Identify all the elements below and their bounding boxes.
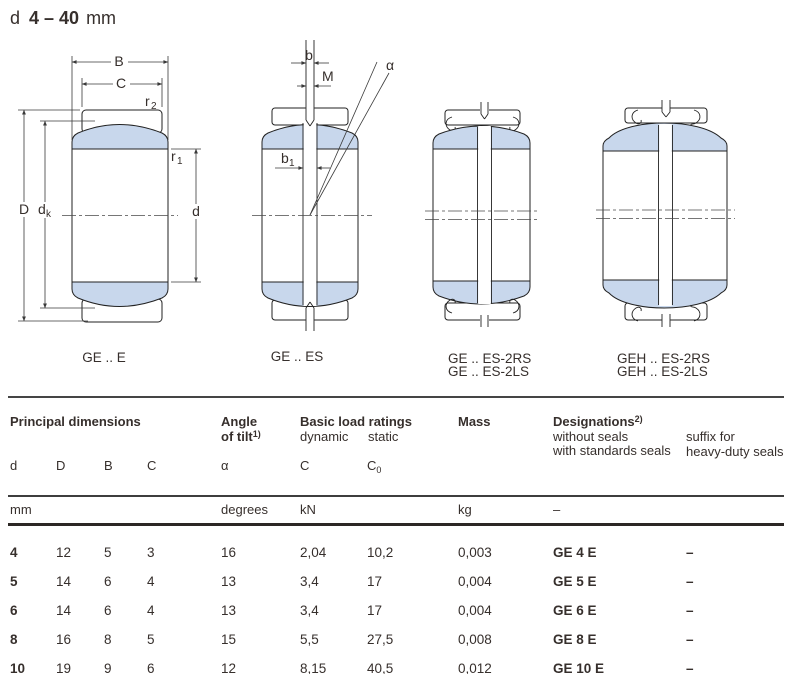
figure1-caption: GE .. E	[82, 350, 126, 365]
figure4-caption	[617, 352, 710, 378]
figure2-caption: GE .. ES	[270, 349, 324, 364]
cell-mass: 0,012	[458, 661, 492, 674]
cell-suffix: –	[686, 574, 694, 589]
title-range: 4 – 40	[29, 8, 80, 28]
header-mass: Mass	[458, 414, 491, 429]
cell-C: 6	[147, 661, 155, 674]
cell-alpha: 16	[221, 545, 237, 560]
cell-mass: 0,004	[458, 574, 492, 589]
table-top-rule	[8, 396, 784, 398]
figure4-caption-line1: GEH .. ES-2RS	[617, 351, 711, 366]
unit-kN: kN	[300, 502, 316, 517]
header-dynamic: dynamic	[300, 429, 349, 444]
header-angle-line1: Angle	[221, 414, 258, 429]
header-basic-load-ratings: Basic load ratings	[300, 414, 412, 429]
dim-label-dk-sub: k	[46, 209, 51, 220]
colhead-alpha: α	[221, 458, 229, 473]
dim-label-b1-sub: 1	[289, 158, 295, 169]
colhead-C0-base: C	[367, 458, 377, 473]
cell-C0: 17	[367, 603, 383, 618]
figure3-ge-es-2rs	[425, 102, 539, 327]
dim-label-r2: r	[145, 93, 150, 109]
cell-mass: 0,008	[458, 632, 492, 647]
table-units-rule	[8, 523, 784, 526]
cell-d: 4	[10, 545, 18, 560]
cell-C0: 40,5	[367, 661, 394, 674]
unit-degrees: degrees	[221, 502, 268, 517]
cell-alpha: 12	[221, 661, 237, 674]
figure3-caption	[448, 352, 531, 378]
colhead-d: d	[10, 458, 18, 473]
dim-label-d: d	[192, 203, 200, 219]
fig3-outer-ring-top	[445, 110, 520, 125]
cell-suffix: –	[686, 545, 694, 560]
dim-label-b1: b	[281, 150, 289, 166]
cell-C_dyn: 3,4	[300, 574, 319, 589]
cell-C_dyn: 2,04	[300, 545, 327, 560]
title-unit: mm	[86, 8, 117, 28]
cell-D: 12	[56, 545, 72, 560]
cell-mass: 0,003	[458, 545, 492, 560]
cell-B: 6	[104, 603, 112, 618]
table-row	[0, 545, 790, 560]
cell-designation: GE 4 E	[553, 545, 597, 560]
cell-C0: 10,2	[367, 545, 394, 560]
dim-label-r1-sub: 1	[177, 156, 183, 167]
dim-label-alpha: α	[386, 57, 395, 73]
cell-C: 3	[147, 545, 155, 560]
figure2-ge-es	[252, 40, 394, 331]
header-angle-of-tilt	[221, 415, 261, 444]
cell-d: 10	[10, 661, 26, 674]
unit-kg: kg	[458, 502, 472, 517]
header-suffix-line2: heavy-duty seals	[686, 443, 784, 459]
cell-C: 4	[147, 603, 155, 618]
unit-dash: –	[553, 502, 561, 517]
figure4-caption-line2: GEH .. ES-2LS	[617, 364, 708, 379]
dim-label-M: M	[322, 68, 334, 84]
header-static: static	[368, 429, 399, 444]
unit-mm: mm	[10, 502, 32, 517]
cell-mass: 0,004	[458, 603, 492, 618]
cell-C_dyn: 8,15	[300, 661, 327, 674]
cell-D: 14	[56, 603, 72, 618]
cell-C: 5	[147, 632, 155, 647]
cell-alpha: 15	[221, 632, 237, 647]
cell-B: 5	[104, 545, 112, 560]
cell-C_dyn: 3,4	[300, 603, 319, 618]
footnote-ref-2: 2)	[634, 414, 643, 424]
dim-label-r1: r	[171, 148, 176, 164]
header-principal-dimensions: Principal dimensions	[10, 414, 141, 429]
cell-D: 14	[56, 574, 72, 589]
header-without-seals: without seals	[553, 428, 629, 444]
dim-label-C: C	[115, 75, 127, 91]
cell-alpha: 13	[221, 574, 237, 589]
cell-B: 8	[104, 632, 112, 647]
cell-suffix: –	[686, 603, 694, 618]
dim-label-b: b	[305, 47, 313, 63]
footnote-ref-1: 1)	[252, 428, 261, 439]
dim-label-B: B	[114, 53, 124, 69]
figure3-caption-line2: GE .. ES-2LS	[448, 364, 530, 379]
cell-D: 19	[56, 661, 72, 674]
cell-d: 5	[10, 574, 18, 589]
header-designations	[553, 415, 671, 459]
cell-D: 16	[56, 632, 72, 647]
cell-suffix: –	[686, 661, 694, 674]
colhead-C-dynamic: C	[300, 458, 310, 473]
fig3-outer-ring-bottom	[445, 303, 520, 320]
cell-designation: GE 10 E	[553, 661, 605, 674]
colhead-C0-static	[367, 459, 381, 475]
table-mid-rule	[8, 495, 784, 497]
figure4-geh-es-2rs	[596, 100, 735, 327]
header-suffix-line1: suffix for	[686, 429, 735, 444]
dim-label-r2-sub: 2	[151, 101, 157, 112]
cell-C0: 27,5	[367, 632, 394, 647]
cell-alpha: 13	[221, 603, 237, 618]
header-angle-line2: of tilt	[221, 428, 253, 444]
cell-C_dyn: 5,5	[300, 632, 319, 647]
dim-label-D: D	[18, 201, 30, 217]
colhead-C0-sub: 0	[376, 465, 382, 475]
cell-B: 6	[104, 574, 112, 589]
cell-designation: GE 6 E	[553, 603, 597, 618]
table-row	[0, 574, 790, 589]
cell-designation: GE 5 E	[553, 574, 597, 589]
figure1-ge-e	[15, 53, 203, 322]
figure3-caption-line1: GE .. ES-2RS	[448, 351, 532, 366]
header-suffix	[686, 430, 784, 459]
title-prefix: d	[10, 8, 21, 28]
colhead-C: C	[147, 458, 157, 473]
colhead-D: D	[56, 458, 66, 473]
cell-d: 8	[10, 632, 18, 647]
cell-C: 4	[147, 574, 155, 589]
table-row	[0, 661, 790, 674]
table-row	[0, 603, 790, 618]
header-with-standard-seals: with standards seals	[553, 443, 671, 458]
cell-d: 6	[10, 603, 18, 618]
cell-C0: 17	[367, 574, 383, 589]
colhead-B: B	[104, 458, 113, 473]
cell-B: 9	[104, 661, 112, 674]
table-row	[0, 632, 790, 647]
dim-label-dk: d	[38, 201, 46, 217]
cell-suffix: –	[686, 632, 694, 647]
header-designations-label: Designations	[553, 414, 635, 429]
cell-designation: GE 8 E	[553, 632, 597, 647]
